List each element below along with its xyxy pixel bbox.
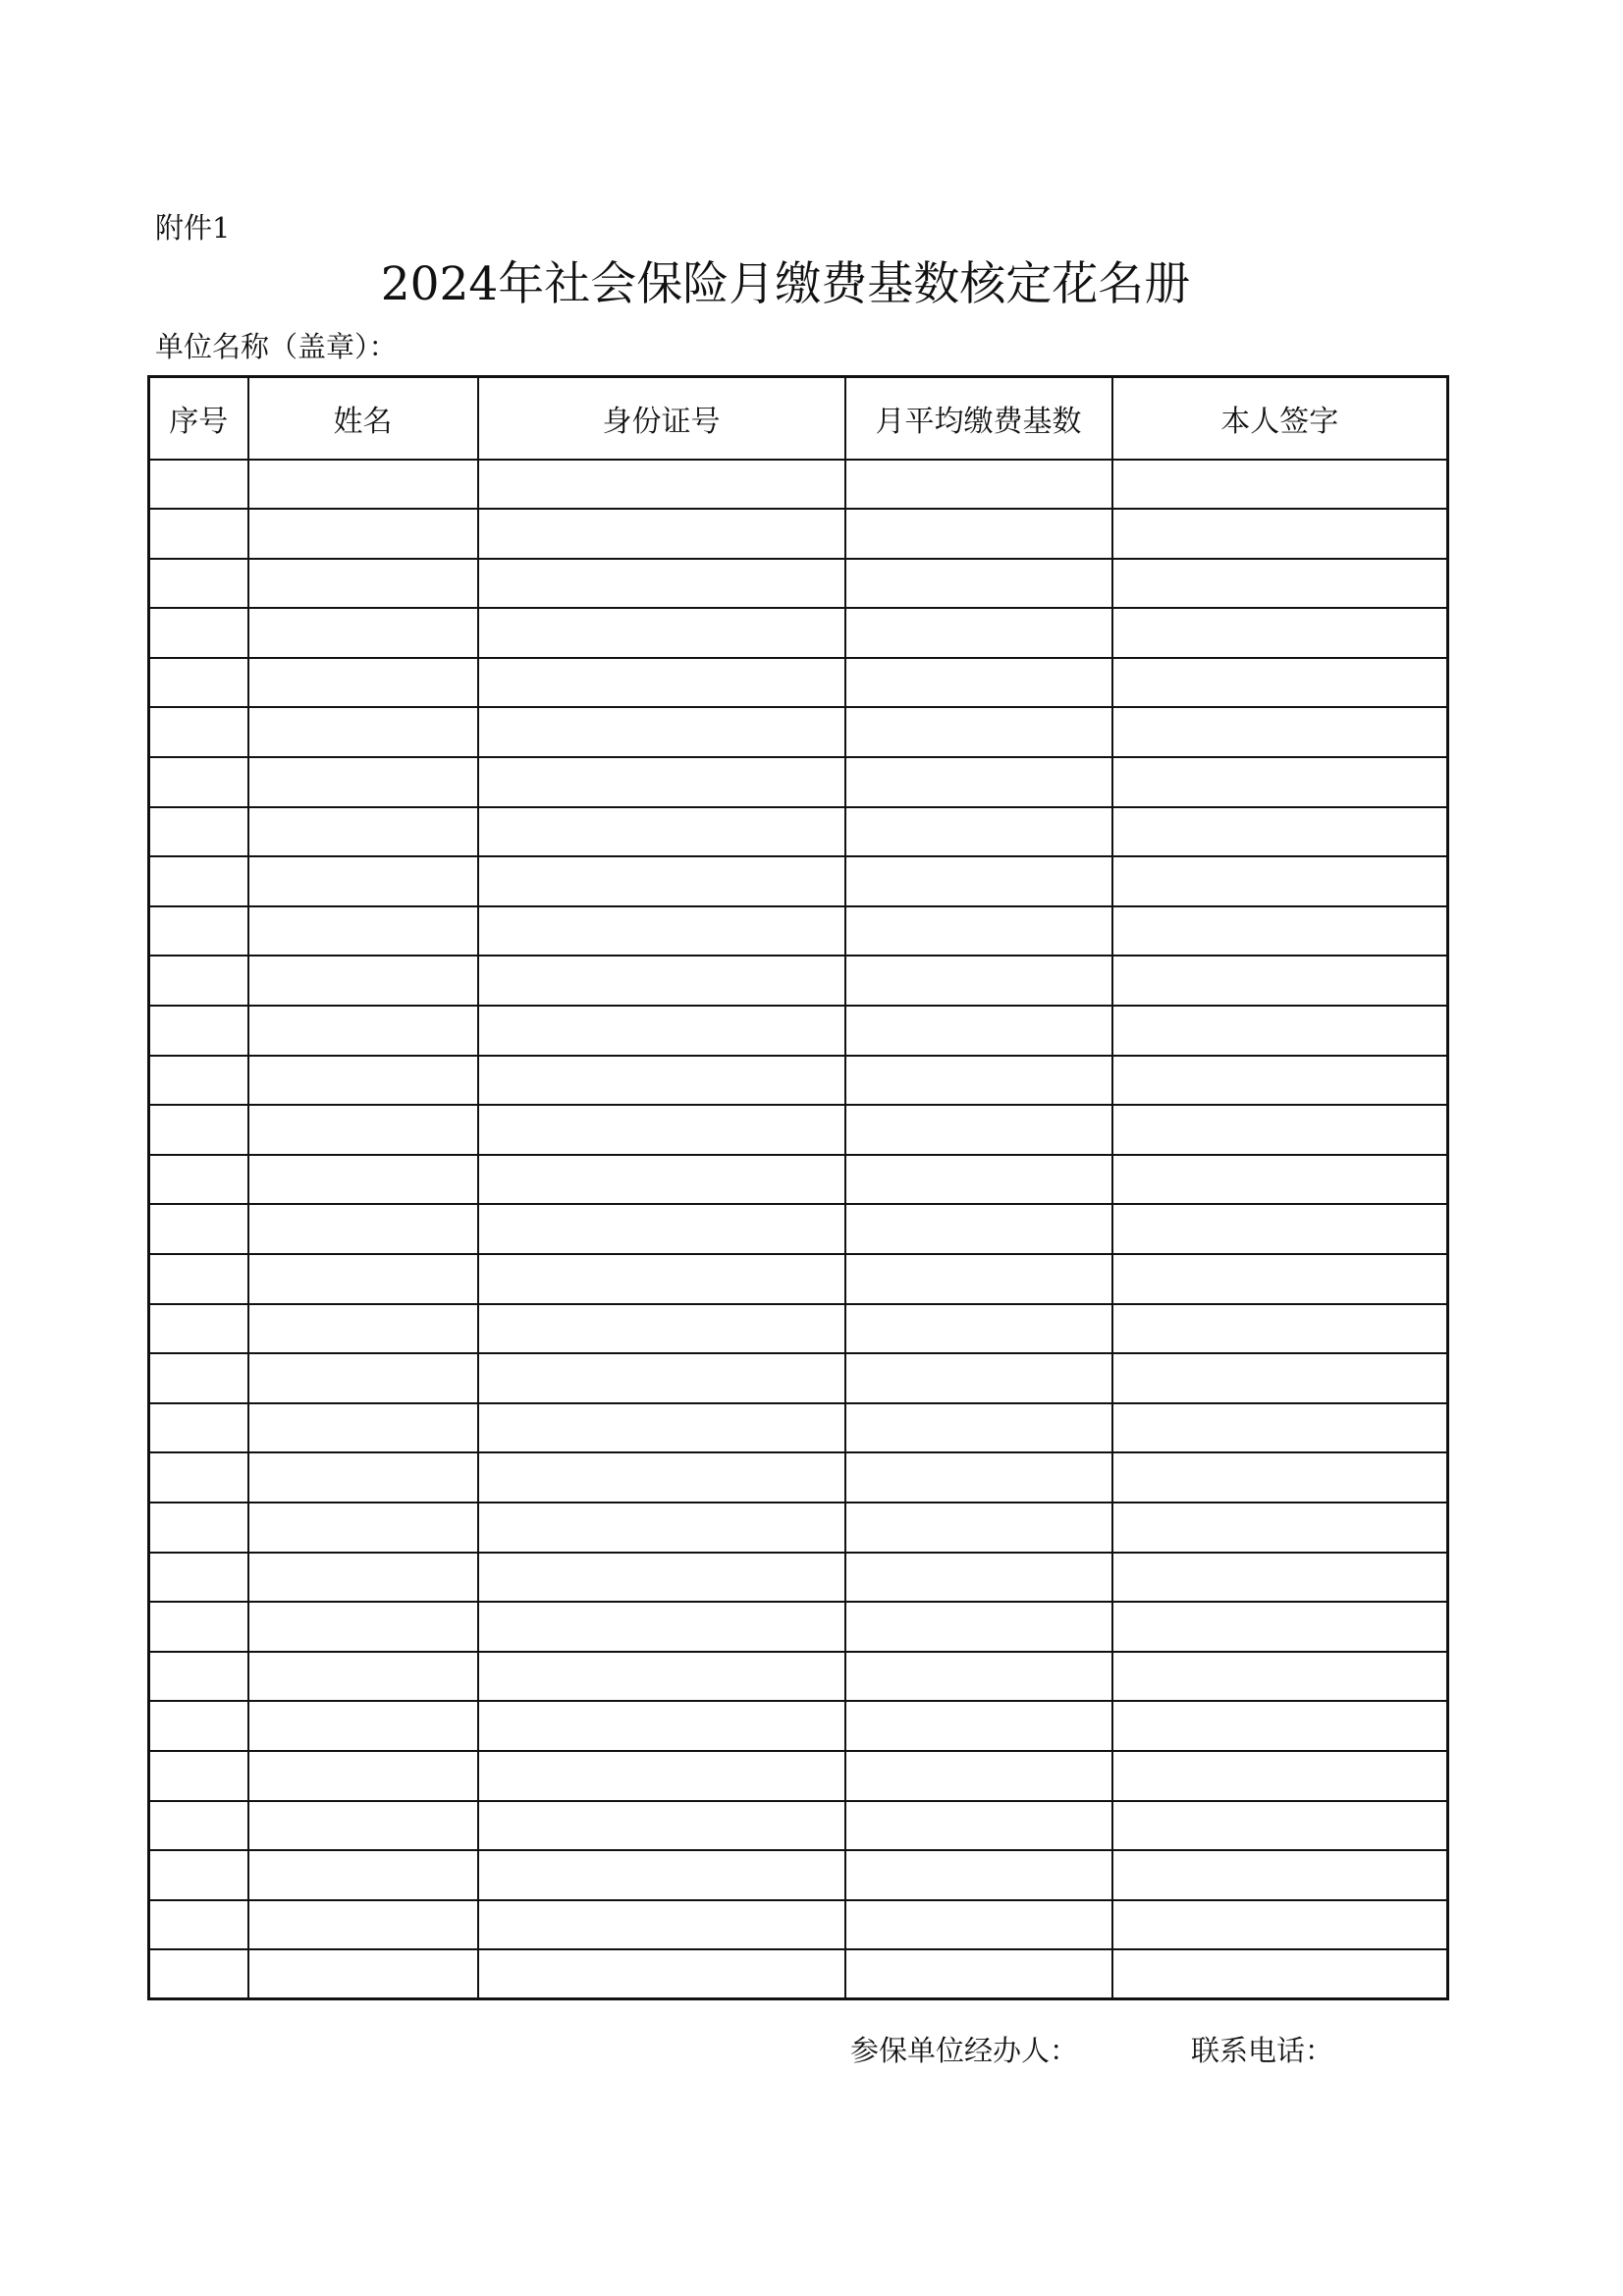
cell-name (248, 956, 478, 1006)
cell-signature (1112, 1900, 1448, 1950)
table-row (149, 608, 1448, 658)
cell-id-number (478, 1602, 845, 1652)
cell-id-number (478, 1353, 845, 1403)
cell-name (248, 1949, 478, 1999)
cell-signature (1112, 1602, 1448, 1652)
cell-id-number (478, 956, 845, 1006)
cell-monthly-base (845, 1353, 1112, 1403)
cell-id-number (478, 559, 845, 609)
cell-serial (149, 1353, 248, 1403)
cell-id-number (478, 1801, 845, 1851)
cell-name (248, 1900, 478, 1950)
table-body (149, 460, 1448, 1999)
cell-serial (149, 707, 248, 757)
cell-signature (1112, 807, 1448, 857)
cell-signature (1112, 1751, 1448, 1801)
cell-monthly-base (845, 1304, 1112, 1354)
cell-serial (149, 1105, 248, 1155)
cell-serial (149, 509, 248, 559)
cell-name (248, 1602, 478, 1652)
cell-monthly-base (845, 757, 1112, 807)
table-row (149, 856, 1448, 906)
cell-name (248, 1801, 478, 1851)
column-header-id-number: 身份证号 (478, 377, 845, 460)
cell-name (248, 757, 478, 807)
table-row (149, 1850, 1448, 1900)
cell-serial (149, 1403, 248, 1453)
cell-serial (149, 1204, 248, 1254)
cell-monthly-base (845, 1403, 1112, 1453)
cell-signature (1112, 460, 1448, 510)
cell-monthly-base (845, 1204, 1112, 1254)
table-row (149, 509, 1448, 559)
cell-monthly-base (845, 1751, 1112, 1801)
cell-name (248, 509, 478, 559)
cell-signature (1112, 1553, 1448, 1603)
cell-serial (149, 1452, 248, 1503)
column-header-monthly-base: 月平均缴费基数 (845, 377, 1112, 460)
cell-id-number (478, 1254, 845, 1304)
table-row (149, 1452, 1448, 1503)
cell-serial (149, 1751, 248, 1801)
cell-signature (1112, 1304, 1448, 1354)
table-row (149, 707, 1448, 757)
table-row (149, 1751, 1448, 1801)
cell-name (248, 460, 478, 510)
cell-id-number (478, 707, 845, 757)
handler-label: 参保单位经办人： (850, 2034, 1079, 2067)
cell-monthly-base (845, 707, 1112, 757)
table-row (149, 1602, 1448, 1652)
cell-serial (149, 757, 248, 807)
cell-serial (149, 1602, 248, 1652)
cell-monthly-base (845, 608, 1112, 658)
table-row (149, 1801, 1448, 1851)
table-row (149, 559, 1448, 609)
cell-signature (1112, 1155, 1448, 1205)
cell-id-number (478, 1949, 845, 1999)
cell-monthly-base (845, 1850, 1112, 1900)
cell-signature (1112, 1254, 1448, 1304)
roster-table (147, 375, 1449, 2000)
cell-id-number (478, 1652, 845, 1702)
cell-id-number (478, 1900, 845, 1950)
cell-monthly-base (845, 460, 1112, 510)
cell-id-number (478, 906, 845, 957)
cell-name (248, 1701, 478, 1751)
cell-name (248, 856, 478, 906)
cell-serial (149, 1850, 248, 1900)
cell-monthly-base (845, 1652, 1112, 1702)
cell-monthly-base (845, 1900, 1112, 1950)
cell-name (248, 1553, 478, 1603)
cell-monthly-base (845, 509, 1112, 559)
cell-id-number (478, 1452, 845, 1503)
cell-serial (149, 856, 248, 906)
phone-label: 联系电话： (1191, 2034, 1334, 2067)
cell-monthly-base (845, 1452, 1112, 1503)
cell-id-number (478, 1850, 845, 1900)
cell-signature (1112, 509, 1448, 559)
table-row (149, 1204, 1448, 1254)
table-row (149, 1503, 1448, 1553)
cell-signature (1112, 1652, 1448, 1702)
table-row (149, 1553, 1448, 1603)
cell-name (248, 1503, 478, 1553)
table-row (149, 1056, 1448, 1106)
cell-id-number (478, 1304, 845, 1354)
cell-id-number (478, 1701, 845, 1751)
cell-monthly-base (845, 658, 1112, 708)
column-header-name: 姓名 (248, 377, 478, 460)
cell-name (248, 906, 478, 957)
unit-name-label: 单位名称（盖章）： (155, 330, 398, 363)
cell-serial (149, 1900, 248, 1950)
cell-name (248, 658, 478, 708)
cell-id-number (478, 1056, 845, 1106)
cell-id-number (478, 1751, 845, 1801)
cell-signature (1112, 1503, 1448, 1553)
cell-signature (1112, 1949, 1448, 1999)
cell-name (248, 1105, 478, 1155)
cell-name (248, 1056, 478, 1106)
cell-monthly-base (845, 1701, 1112, 1751)
cell-monthly-base (845, 956, 1112, 1006)
cell-id-number (478, 807, 845, 857)
cell-serial (149, 1304, 248, 1354)
cell-id-number (478, 1105, 845, 1155)
cell-monthly-base (845, 1801, 1112, 1851)
cell-name (248, 1353, 478, 1403)
cell-signature (1112, 559, 1448, 609)
cell-serial (149, 1006, 248, 1056)
cell-name (248, 1850, 478, 1900)
cell-monthly-base (845, 1949, 1112, 1999)
cell-name (248, 707, 478, 757)
cell-name (248, 608, 478, 658)
cell-serial (149, 1155, 248, 1205)
table-row (149, 1652, 1448, 1702)
table-row (149, 1353, 1448, 1403)
cell-name (248, 1254, 478, 1304)
cell-signature (1112, 1204, 1448, 1254)
table-row (149, 906, 1448, 957)
cell-signature (1112, 1403, 1448, 1453)
cell-serial (149, 1254, 248, 1304)
cell-id-number (478, 608, 845, 658)
attachment-label: 附件1 (155, 211, 231, 245)
cell-monthly-base (845, 1602, 1112, 1652)
table-row (149, 1006, 1448, 1056)
cell-id-number (478, 1204, 845, 1254)
cell-serial (149, 1701, 248, 1751)
cell-serial (149, 906, 248, 957)
page-title: 2024年社会保险月缴费基数核定花名册 (380, 257, 1191, 311)
column-header-signature: 本人签字 (1112, 377, 1448, 460)
table-row (149, 1701, 1448, 1751)
cell-serial (149, 1949, 248, 1999)
cell-serial (149, 1503, 248, 1553)
cell-signature (1112, 1801, 1448, 1851)
cell-monthly-base (845, 1105, 1112, 1155)
cell-name (248, 1452, 478, 1503)
table-row (149, 658, 1448, 708)
cell-serial (149, 608, 248, 658)
table-row (149, 1304, 1448, 1354)
cell-name (248, 1403, 478, 1453)
cell-serial (149, 658, 248, 708)
table-row (149, 1254, 1448, 1304)
cell-signature (1112, 856, 1448, 906)
table-header-row (149, 377, 1448, 460)
cell-monthly-base (845, 559, 1112, 609)
cell-serial (149, 460, 248, 510)
cell-id-number (478, 460, 845, 510)
cell-signature (1112, 1850, 1448, 1900)
cell-monthly-base (845, 807, 1112, 857)
cell-id-number (478, 1553, 845, 1603)
table-row (149, 1900, 1448, 1950)
cell-monthly-base (845, 1155, 1112, 1205)
cell-serial (149, 807, 248, 857)
cell-signature (1112, 1056, 1448, 1106)
cell-id-number (478, 1155, 845, 1205)
cell-signature (1112, 956, 1448, 1006)
table-row (149, 757, 1448, 807)
cell-id-number (478, 856, 845, 906)
cell-signature (1112, 1006, 1448, 1056)
cell-signature (1112, 1452, 1448, 1503)
cell-monthly-base (845, 1254, 1112, 1304)
table-row (149, 1105, 1448, 1155)
cell-name (248, 1155, 478, 1205)
cell-name (248, 1652, 478, 1702)
cell-name (248, 807, 478, 857)
table-row (149, 1949, 1448, 1999)
cell-name (248, 1006, 478, 1056)
cell-signature (1112, 1105, 1448, 1155)
cell-id-number (478, 509, 845, 559)
cell-serial (149, 1553, 248, 1603)
cell-id-number (478, 757, 845, 807)
cell-id-number (478, 1006, 845, 1056)
cell-signature (1112, 608, 1448, 658)
table-row (149, 460, 1448, 510)
table-row (149, 956, 1448, 1006)
cell-signature (1112, 757, 1448, 807)
cell-monthly-base (845, 906, 1112, 957)
cell-name (248, 1751, 478, 1801)
cell-name (248, 1304, 478, 1354)
cell-serial (149, 956, 248, 1006)
cell-id-number (478, 1403, 845, 1453)
cell-signature (1112, 1353, 1448, 1403)
column-header-serial: 序号 (149, 377, 248, 460)
cell-signature (1112, 707, 1448, 757)
cell-monthly-base (845, 1006, 1112, 1056)
cell-serial (149, 559, 248, 609)
table-row (149, 1155, 1448, 1205)
cell-signature (1112, 906, 1448, 957)
cell-monthly-base (845, 1056, 1112, 1106)
cell-name (248, 559, 478, 609)
cell-monthly-base (845, 1503, 1112, 1553)
table-row (149, 807, 1448, 857)
cell-serial (149, 1652, 248, 1702)
table-row (149, 1403, 1448, 1453)
cell-serial (149, 1056, 248, 1106)
cell-serial (149, 1801, 248, 1851)
cell-id-number (478, 1503, 845, 1553)
cell-monthly-base (845, 856, 1112, 906)
cell-id-number (478, 658, 845, 708)
cell-monthly-base (845, 1553, 1112, 1603)
cell-name (248, 1204, 478, 1254)
cell-signature (1112, 658, 1448, 708)
cell-signature (1112, 1701, 1448, 1751)
